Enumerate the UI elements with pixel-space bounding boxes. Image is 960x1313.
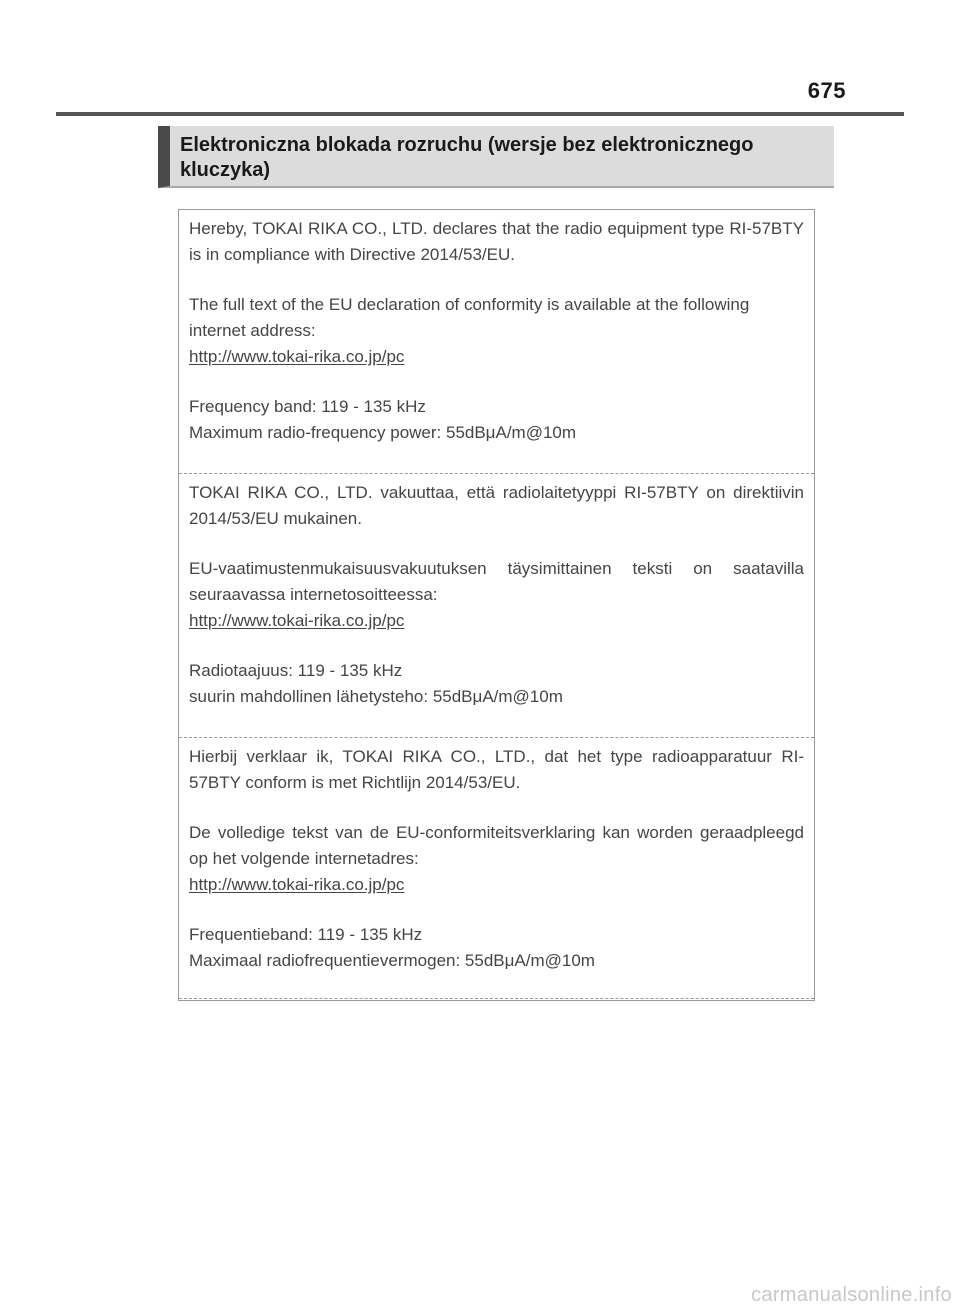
section-heading: Elektroniczna blokada rozruchu (wersje bez elektronicznego kluczyka) — [158, 126, 834, 188]
declaration-availability: The full text of the EU declaration of conformity is available at the following internet address: — [189, 295, 750, 340]
header-rule — [56, 112, 904, 116]
watermark-text: carmanualsonline.info — [751, 1284, 952, 1306]
frequency-band: Frequentieband: 119 - 135 kHz — [189, 925, 423, 944]
page-number: 675 — [807, 78, 846, 103]
dotted-divider — [179, 737, 814, 738]
declaration-availability: De volledige tekst van de EU-conformiteitsverklaring kan worden geraadpleegd op het volgende internetadres: — [189, 823, 804, 868]
dotted-divider — [179, 473, 814, 474]
declaration-url-link[interactable]: http://www.tokai-rika.co.jp/pc — [189, 347, 405, 366]
declaration-statement: Hierbij verklaar ik, TOKAI RIKA CO., LTD., dat het type radioapparatuur RI-57BTY conform is met Richtlijn 2014/53/EU. — [189, 747, 804, 792]
max-power: Maximaal radiofrequentievermogen: 55dBμA/m@10m — [189, 951, 595, 970]
declaration-statement: TOKAI RIKA CO., LTD. vakuuttaa, että radiolaitetyyppi RI-57BTY on direktiivin 2014/53/EU mukainen. — [189, 483, 804, 528]
declaration-box — [178, 209, 815, 1001]
declaration-english — [179, 216, 814, 446]
declaration-finnish — [179, 480, 814, 710]
max-power: suurin mahdollinen lähetysteho: 55dBμA/m@10m — [189, 687, 563, 706]
declaration-dutch — [179, 744, 814, 974]
declaration-url-link[interactable]: http://www.tokai-rika.co.jp/pc — [189, 611, 405, 630]
dotted-divider — [179, 998, 814, 999]
declaration-availability: EU-vaatimustenmukaisuusvakuutuksen täysimittainen teksti on saatavilla seuraavassa internetosoitteessa: — [189, 559, 804, 604]
declaration-statement: Hereby, TOKAI RIKA CO., LTD. declares that the radio equipment type RI-57BTY is in compliance with Directive 2014/53/EU. — [189, 219, 804, 264]
declaration-url-link[interactable]: http://www.tokai-rika.co.jp/pc — [189, 875, 405, 894]
max-power: Maximum radio-frequency power: 55dBμA/m@10m — [189, 423, 577, 442]
frequency-band: Radiotaajuus: 119 - 135 kHz — [189, 661, 403, 680]
frequency-band: Frequency band: 119 - 135 kHz — [189, 397, 426, 416]
